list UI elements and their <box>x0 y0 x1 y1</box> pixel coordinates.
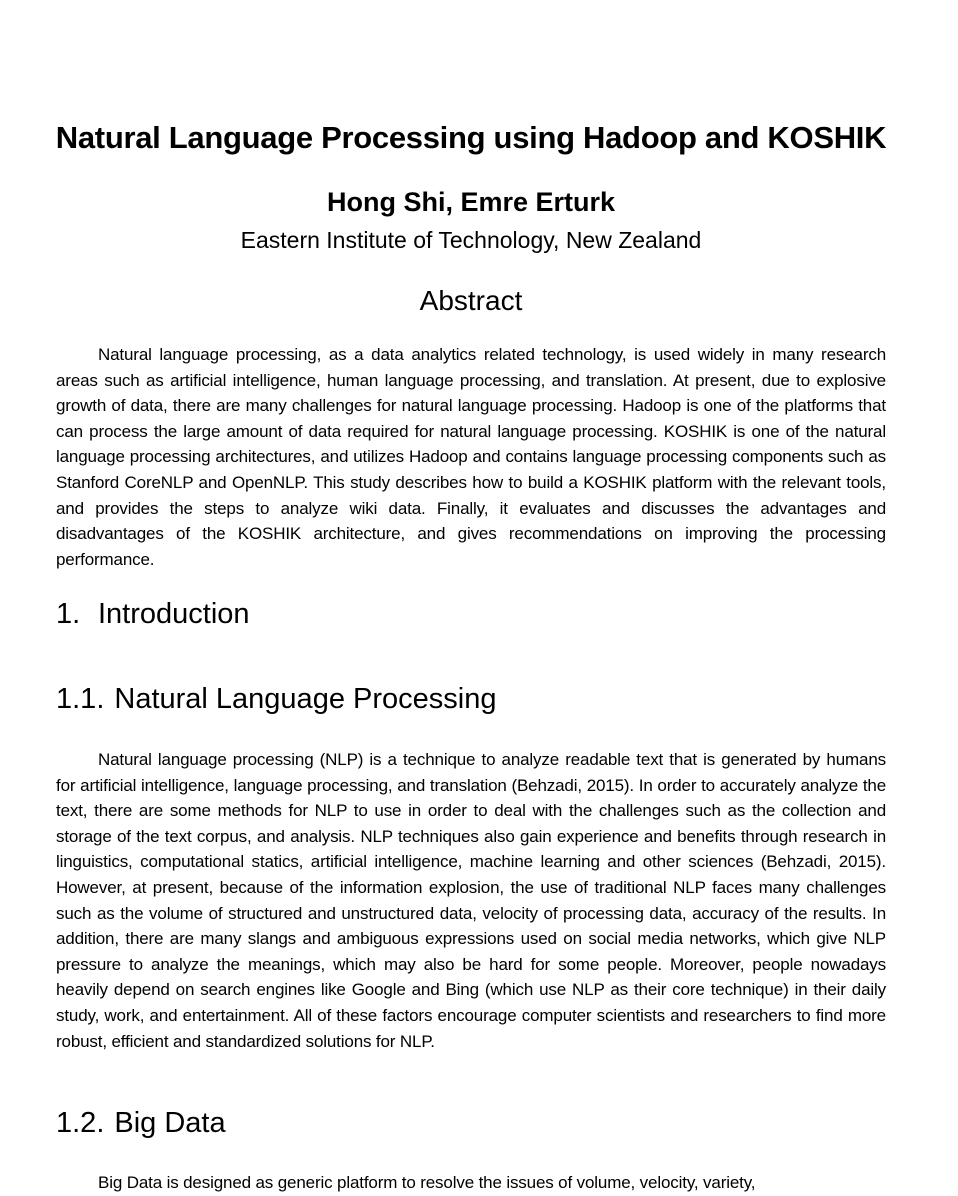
paper-affiliation: Eastern Institute of Technology, New Zealand <box>240 227 702 253</box>
section-title: Introduction <box>98 598 250 630</box>
abstract-heading: Abstract <box>419 285 523 316</box>
paper-authors: Hong Shi, Emre Erturk <box>326 187 616 217</box>
section-number: 1. <box>56 598 81 630</box>
paper-title: Natural Language Processing using Hadoop and KOSHIK <box>55 120 887 155</box>
big-data-paragraph: Big Data is designed as generic platform to resolve the issues of volume, velocity, variety, <box>98 1173 756 1192</box>
section-number: 1.1. <box>56 683 105 715</box>
section-title: Natural Language Processing <box>114 683 497 715</box>
section-heading-big-data <box>56 1107 226 1140</box>
section-heading-nlp <box>56 683 496 716</box>
section-number: 1.2. <box>56 1107 105 1139</box>
section-title: Big Data <box>114 1107 226 1139</box>
abstract-paragraph: Natural language processing, as a data analytics related technology, is used widely in many research areas such as artificial intelligence, human language processing, and translation. At present, due to explosive growth of data, there are many challenges for natural language processing. Hadoop is one of the platforms that can process the large amount of data required for natural language processing. KOSHIK is one of the natural language processing architectures, and utilizes Hadoop and contains language processing components such as Stanford CoreNLP and OpenNLP. This study describes how to build a KOSHIK platform with the relevant tools, and provides the steps to analyze wiki data. Finally, it evaluates and discusses the advantages and disadvantages of the KOSHIK architecture, and gives recommendations on improving the processing performance. <box>56 345 886 569</box>
section-heading-introduction <box>56 598 250 631</box>
nlp-paragraph: Natural language processing (NLP) is a technique to analyze readable text that is generated by humans for artificial intelligence, language processing, and translation (Behzadi, 2015). In order to accurately analyze the text, there are some methods for NLP to use in order to deal with the challenges such as the collection and storage of the text corpus, and analysis. NLP techniques also gain experience and benefits through research in linguistics, computational statics, artificial intelligence, machine learning and other sciences (Behzadi, 2015). However, at present, because of the information explosion, the use of traditional NLP faces many challenges such as the volume of structured and unstructured data, velocity of processing data, accuracy of the results. In addition, there are many slangs and ambiguous expressions used on social media networks, which give NLP pressure to analyze the meanings, which may also be hard for some people. Moreover, people nowadays heavily depend on search engines like Google and Bing (which use NLP as their core technique) in their daily study, work, and entertainment. All of these factors encourage computer scientists and researchers to find more robust, efficient and standardized solutions for NLP. <box>56 750 886 1051</box>
